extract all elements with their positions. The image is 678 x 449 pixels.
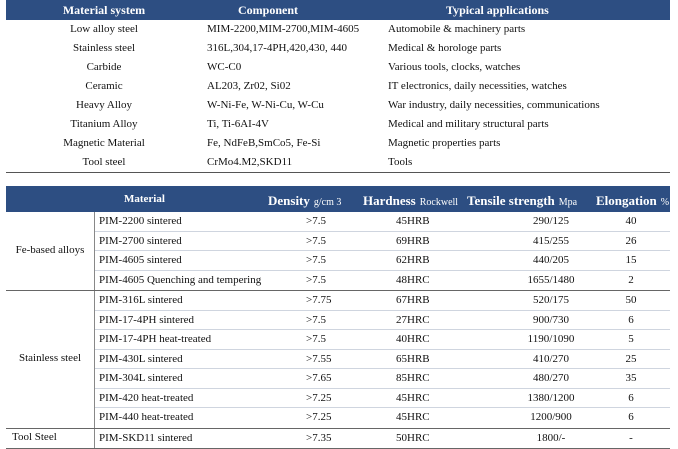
cell-material: PIM-430L sintered: [99, 353, 183, 365]
cell-density: >7.65: [306, 372, 331, 384]
cell-density: >7.25: [306, 411, 331, 423]
cell-density: >7.5: [306, 254, 326, 266]
material-group: [6, 291, 670, 429]
cell-material: PIM-SKD11 sintered: [99, 432, 192, 444]
cell-tensile-strength: 1380/1200: [501, 392, 601, 404]
material-row: [6, 408, 670, 428]
cell-tensile-strength: 410/270: [501, 353, 601, 365]
cell-material-system: Magnetic Material: [6, 137, 202, 149]
cell-elongation: 6: [596, 314, 666, 326]
cell-tensile-strength: 1200/900: [501, 411, 601, 423]
cell-hardness: 69HRB: [396, 235, 466, 247]
properties-table-header: [6, 186, 670, 212]
cell-application: Medical & horologe parts: [388, 42, 501, 54]
material-row: [6, 330, 670, 350]
cell-material: PIM-304L sintered: [99, 372, 183, 384]
header-typical-applications: Typical applications: [446, 3, 549, 18]
cell-component: W-Ni-Fe, W-Ni-Cu, W-Cu: [207, 99, 324, 111]
material-system-row: [6, 96, 670, 115]
cell-hardness: 27HRC: [396, 314, 466, 326]
cell-tensile-strength: 900/730: [501, 314, 601, 326]
cell-density: >7.75: [306, 294, 331, 306]
material-system-table: [6, 0, 670, 173]
cell-tensile-strength: 1655/1480: [501, 274, 601, 286]
cell-material: PIM-4605 Quenching and tempering: [99, 274, 261, 286]
cell-hardness: 45HRC: [396, 392, 466, 404]
material-system-row: [6, 39, 670, 58]
cell-material-system: Low alloy steel: [6, 23, 202, 35]
cell-material: PIM-420 heat-treated: [99, 392, 193, 404]
cell-density: >7.25: [306, 392, 331, 404]
material-row: [6, 251, 670, 271]
material-system-row: [6, 77, 670, 96]
cell-material-system: Carbide: [6, 61, 202, 73]
cell-tensile-strength: 415/255: [501, 235, 601, 247]
cell-tensile-strength: 1800/-: [501, 432, 601, 444]
group-label: Tool Steel: [6, 431, 100, 443]
cell-application: Various tools, clocks, watches: [388, 61, 520, 73]
material-system-table-header: [6, 0, 670, 20]
cell-application: Automobile & machinery parts: [388, 23, 525, 35]
material-row: [6, 350, 670, 370]
material-system-row: [6, 134, 670, 153]
cell-hardness: 85HRC: [396, 372, 466, 384]
cell-application: Medical and military structural parts: [388, 118, 549, 130]
cell-application: War industry, daily necessities, communications: [388, 99, 600, 111]
material-row: [6, 369, 670, 389]
material-row: [6, 212, 670, 232]
cell-density: >7.5: [306, 314, 326, 326]
cell-elongation: 5: [596, 333, 666, 345]
cell-component: Ti, Ti-6AI-4V: [207, 118, 269, 130]
cell-hardness: 45HRB: [396, 215, 466, 227]
material-system-row: [6, 58, 670, 77]
cell-component: 316L,304,17-4PH,420,430, 440: [207, 42, 347, 54]
cell-elongation: 40: [596, 215, 666, 227]
cell-hardness: 45HRC: [396, 411, 466, 423]
cell-material-system: Titanium Alloy: [6, 118, 202, 130]
cell-material: PIM-17-4PH sintered: [99, 314, 194, 326]
header-hardness: Hardness Rockwell: [363, 192, 458, 210]
cell-material: PIM-440 heat-treated: [99, 411, 193, 423]
cell-material-system: Stainless steel: [6, 42, 202, 54]
material-group: [6, 212, 670, 291]
cell-application: Magnetic properties parts: [388, 137, 500, 149]
cell-density: >7.5: [306, 274, 326, 286]
header-elongation: Elongation %: [596, 192, 669, 210]
group-label: Fe-based alloys: [6, 244, 94, 256]
cell-application: Tools: [388, 156, 412, 168]
material-row: [6, 389, 670, 409]
cell-density: >7.35: [306, 432, 331, 444]
cell-elongation: 6: [596, 411, 666, 423]
cell-elongation: 6: [596, 392, 666, 404]
cell-elongation: -: [596, 432, 666, 444]
cell-material: PIM-4605 sintered: [99, 254, 182, 266]
cell-tensile-strength: 440/205: [501, 254, 601, 266]
cell-density: >7.55: [306, 353, 331, 365]
cell-density: >7.5: [306, 215, 326, 227]
cell-hardness: 62HRB: [396, 254, 466, 266]
cell-elongation: 25: [596, 353, 666, 365]
cell-material: PIM-316L sintered: [99, 294, 183, 306]
material-system-row: [6, 20, 670, 39]
cell-elongation: 15: [596, 254, 666, 266]
material-row: [6, 429, 670, 449]
cell-elongation: 35: [596, 372, 666, 384]
header-tensile-strength: Tensile strength Mpa: [467, 192, 577, 210]
cell-material: PIM-17-4PH heat-treated: [99, 333, 211, 345]
header-material-system: Material system: [6, 3, 202, 18]
cell-component: AL203, Zr02, Si02: [207, 80, 291, 92]
cell-component: Fe, NdFeB,SmCo5, Fe-Si: [207, 137, 320, 149]
cell-material-system: Ceramic: [6, 80, 202, 92]
cell-component: MIM-2200,MIM-2700,MIM-4605: [207, 23, 359, 35]
cell-material-system: Heavy Alloy: [6, 99, 202, 111]
cell-tensile-strength: 480/270: [501, 372, 601, 384]
cell-density: >7.5: [306, 333, 326, 345]
cell-hardness: 67HRB: [396, 294, 466, 306]
header-density: Density g/cm 3: [268, 192, 341, 210]
cell-application: IT electronics, daily necessities, watches: [388, 80, 567, 92]
material-system-row: [6, 115, 670, 134]
cell-elongation: 2: [596, 274, 666, 286]
material-row: [6, 271, 670, 291]
cell-tensile-strength: 290/125: [501, 215, 601, 227]
cell-component: CrMo4.M2,SKD11: [207, 156, 292, 168]
cell-hardness: 50HRC: [396, 432, 466, 444]
material-row: [6, 232, 670, 252]
material-row: [6, 291, 670, 311]
material-properties-table: [6, 186, 670, 449]
cell-tensile-strength: 520/175: [501, 294, 601, 306]
header-component: Component: [238, 3, 298, 18]
material-row: [6, 311, 670, 331]
cell-density: >7.5: [306, 235, 326, 247]
header-material: Material: [124, 193, 165, 205]
cell-material: PIM-2700 sintered: [99, 235, 182, 247]
cell-elongation: 26: [596, 235, 666, 247]
cell-component: WC-C0: [207, 61, 241, 73]
group-label: Stainless steel: [6, 352, 94, 364]
material-system-row: [6, 153, 670, 173]
cell-elongation: 50: [596, 294, 666, 306]
cell-hardness: 48HRC: [396, 274, 466, 286]
cell-hardness: 65HRB: [396, 353, 466, 365]
cell-hardness: 40HRC: [396, 333, 466, 345]
cell-material: PIM-2200 sintered: [99, 215, 182, 227]
cell-material-system: Tool steel: [6, 156, 202, 168]
cell-tensile-strength: 1190/1090: [501, 333, 601, 345]
